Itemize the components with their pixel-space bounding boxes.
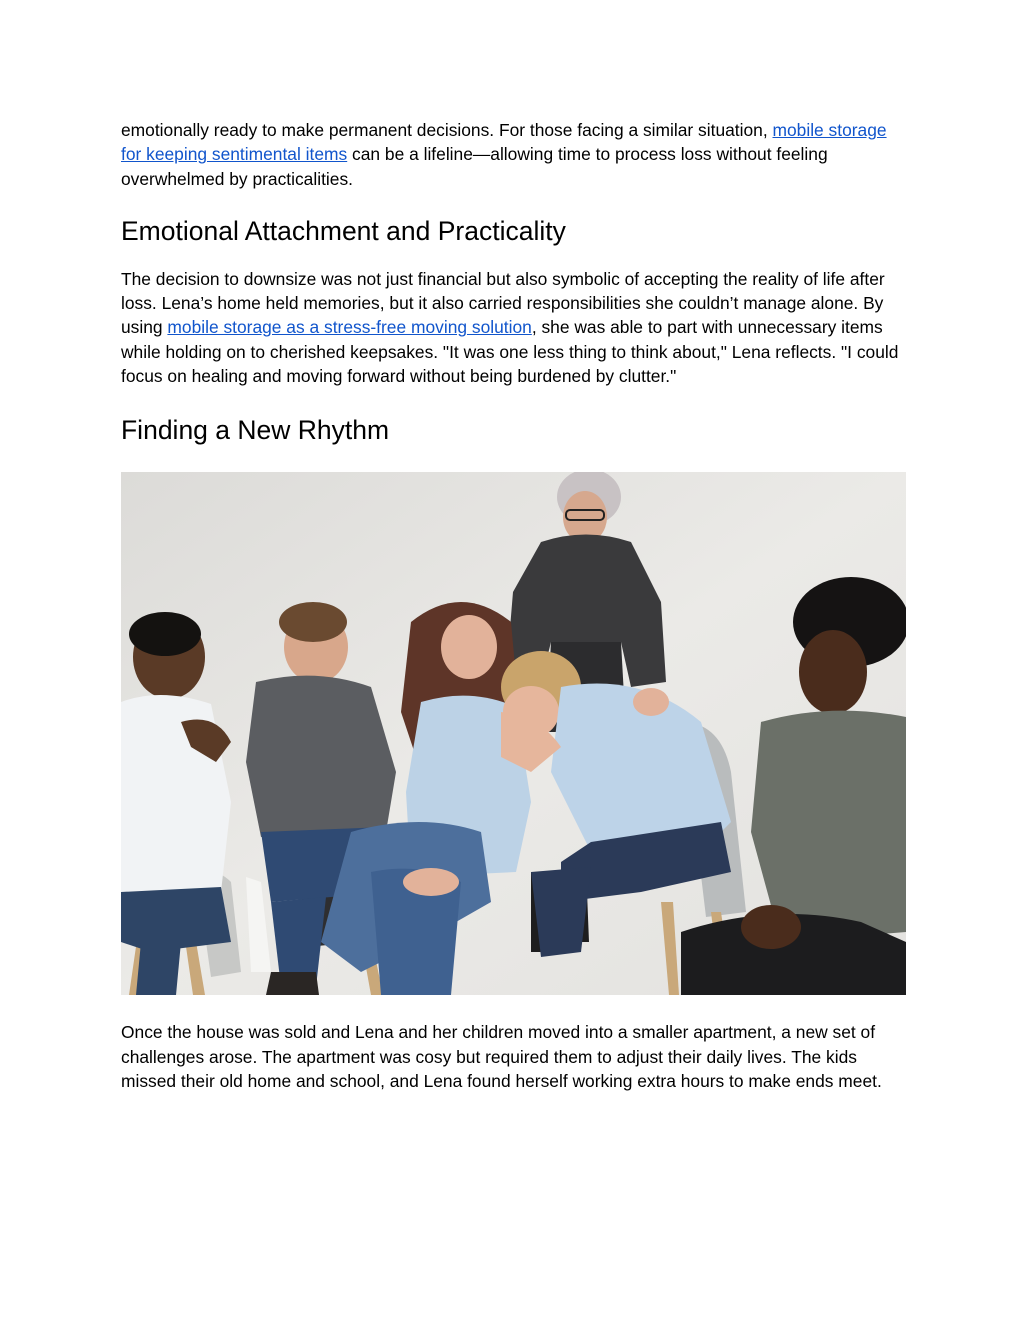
link-mobile-storage-moving[interactable]: mobile storage as a stress-free moving solution [167,317,532,338]
support-group-photo [121,472,906,995]
paragraph-text: The decision to downsize was not just financial but also symbolic of accepting the reality of life after loss. Lena’s home held memories, but it also carried responsibilities she couldn’t manage alone. By using [121,268,885,338]
heading-new-rhythm: Finding a New Rhythm [121,415,390,446]
paragraph-new-apartment: Once the house was sold and Lena and her children moved into a smaller apartment, a new set of challenges arose. The apartment was cosy but required them to adjust their daily lives. The kids missed their old home and school, and Lena found herself working extra hours to make ends meet. [121,1022,882,1091]
paragraph-text: emotionally ready to make permanent decisions. For those facing a similar situation, [121,120,773,140]
document-body [121,118,907,1093]
link-mobile-storage-sentimental[interactable]: mobile storage for keeping sentimental items [121,120,887,165]
paragraph-downsize [121,267,907,388]
paragraph-storage-intro [121,118,907,191]
heading-emotional-attachment: Emotional Attachment and Practicality [121,215,566,246]
paragraph-text: , she was able to part with unnecessary items while holding on to cherished keepsakes. "It was one less thing to think about," Lena reflects. "I could focus on healing and moving forward without being burdened by clutter." [121,317,899,387]
paragraph-text: can be a lifeline—allowing time to process loss without feeling overwhelmed by practicalities. [121,144,828,189]
